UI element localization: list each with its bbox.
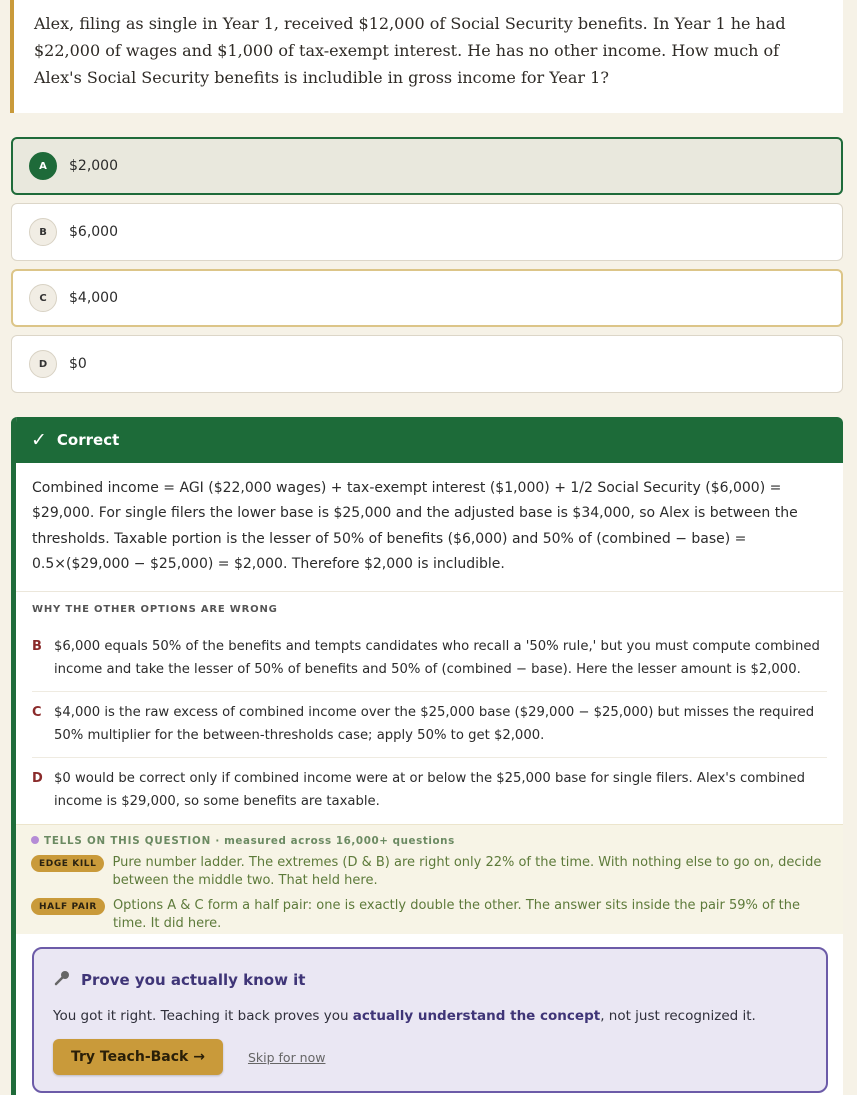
- option-text: $4,000: [69, 290, 118, 306]
- check-icon: ✓: [31, 429, 47, 451]
- result-panel: [11, 417, 843, 1095]
- wrong-option-item: [32, 758, 827, 823]
- teach-body-suffix: , not just recognized it.: [600, 1008, 756, 1024]
- question-card: [10, 0, 843, 113]
- skip-link[interactable]: Skip for now: [247, 1049, 326, 1065]
- option-a[interactable]: [11, 137, 843, 195]
- tell-badge: EDGE KILL: [31, 855, 104, 872]
- wrong-option-text: $4,000 is the raw excess of combined income over the $25,000 base ($29,000 − $25,000) but misses the required 50% multiplier for the between-thresholds case; apply 50% to get $2,000.: [54, 705, 815, 744]
- wrong-options-section: [16, 592, 843, 823]
- tell-item: [31, 854, 843, 890]
- option-text: $6,000: [69, 224, 118, 240]
- option-letter: B: [29, 218, 57, 246]
- tells-subtitle: · measured across 16,000+ questions: [215, 835, 455, 847]
- teach-title: [53, 969, 826, 991]
- tells-title-text: TELLS ON THIS QUESTION: [44, 835, 212, 847]
- explanation-text: Combined income = AGI ($22,000 wages) + tax-exempt interest ($1,000) + 1/2 Social Security ($6,000) = $29,000. For single filers the lower base is $25,000 and the adjusted base is $34,000, so Alex is between the thresholds. Taxable portion is the lesser of 50% of benefits ($6,000) and 50% of (combined − base) = 0.5×($29,000 − $25,000) = $2,000. Therefore $2,000 is includible.: [16, 463, 843, 592]
- tell-item: [31, 897, 843, 933]
- tell-text: Options A & C form a half pair: one is exactly double the other. The answer sits inside the pair 59% of the time. It did here.: [112, 898, 801, 931]
- teach-body-prefix: You got it right. Teaching it back proves you: [53, 1008, 353, 1024]
- result-label: Correct: [56, 431, 120, 449]
- result-header: [16, 417, 843, 463]
- question-text: Alex, filing as single in Year 1, received $12,000 of Social Security benefits. In Year 1 he had $22,000 of wages and $1,000 of tax-exempt interest. He has no other income. How much of Alex's Social Security benefits is includible in gross income for Year 1?: [34, 14, 786, 87]
- wrong-option-item: [32, 692, 827, 758]
- wrong-option-letter: C: [32, 705, 42, 721]
- option-letter: A: [29, 152, 57, 180]
- option-letter: C: [29, 284, 57, 312]
- wrong-option-letter: B: [32, 639, 42, 655]
- tell-badge: HALF PAIR: [31, 898, 105, 915]
- tells-title: [31, 835, 843, 847]
- teach-body-bold: actually understand the concept: [352, 1008, 601, 1024]
- wrong-options-title: WHY THE OTHER OPTIONS ARE WRONG: [32, 604, 278, 616]
- tells-dot-icon: [31, 836, 39, 844]
- try-teach-back-button[interactable]: Try Teach-Back →: [53, 1039, 223, 1075]
- wrong-option-letter: D: [32, 771, 43, 787]
- microphone-icon: [53, 969, 71, 991]
- option-text: $0: [69, 356, 87, 372]
- option-letter: D: [29, 350, 57, 378]
- teach-actions: [53, 1039, 826, 1075]
- teach-title-text: Prove you actually know it: [81, 971, 306, 989]
- wrong-option-text: $6,000 equals 50% of the benefits and tempts candidates who recall a '50% rule,' but you must compute combined income and take the lesser of 50% of benefits and 50% of (combined − base). Here the lesser amount is $2,000.: [54, 639, 820, 678]
- tells-section: [16, 824, 843, 934]
- tell-text: Pure number ladder. The extremes (D & B) are right only 22% of the time. With nothing else to go on, decide between the middle two. That held here.: [112, 855, 822, 888]
- option-b[interactable]: [11, 203, 843, 261]
- option-text: $2,000: [69, 158, 118, 174]
- teach-body: [53, 1008, 826, 1024]
- option-c[interactable]: [11, 269, 843, 327]
- option-d[interactable]: [11, 335, 843, 393]
- teach-back-card: [32, 947, 828, 1093]
- wrong-option-item: [32, 626, 827, 692]
- wrong-option-text: $0 would be correct only if combined income were at or below the $25,000 base for single filers. Alex's combined income is $29,000, so some benefits are taxable.: [54, 771, 806, 810]
